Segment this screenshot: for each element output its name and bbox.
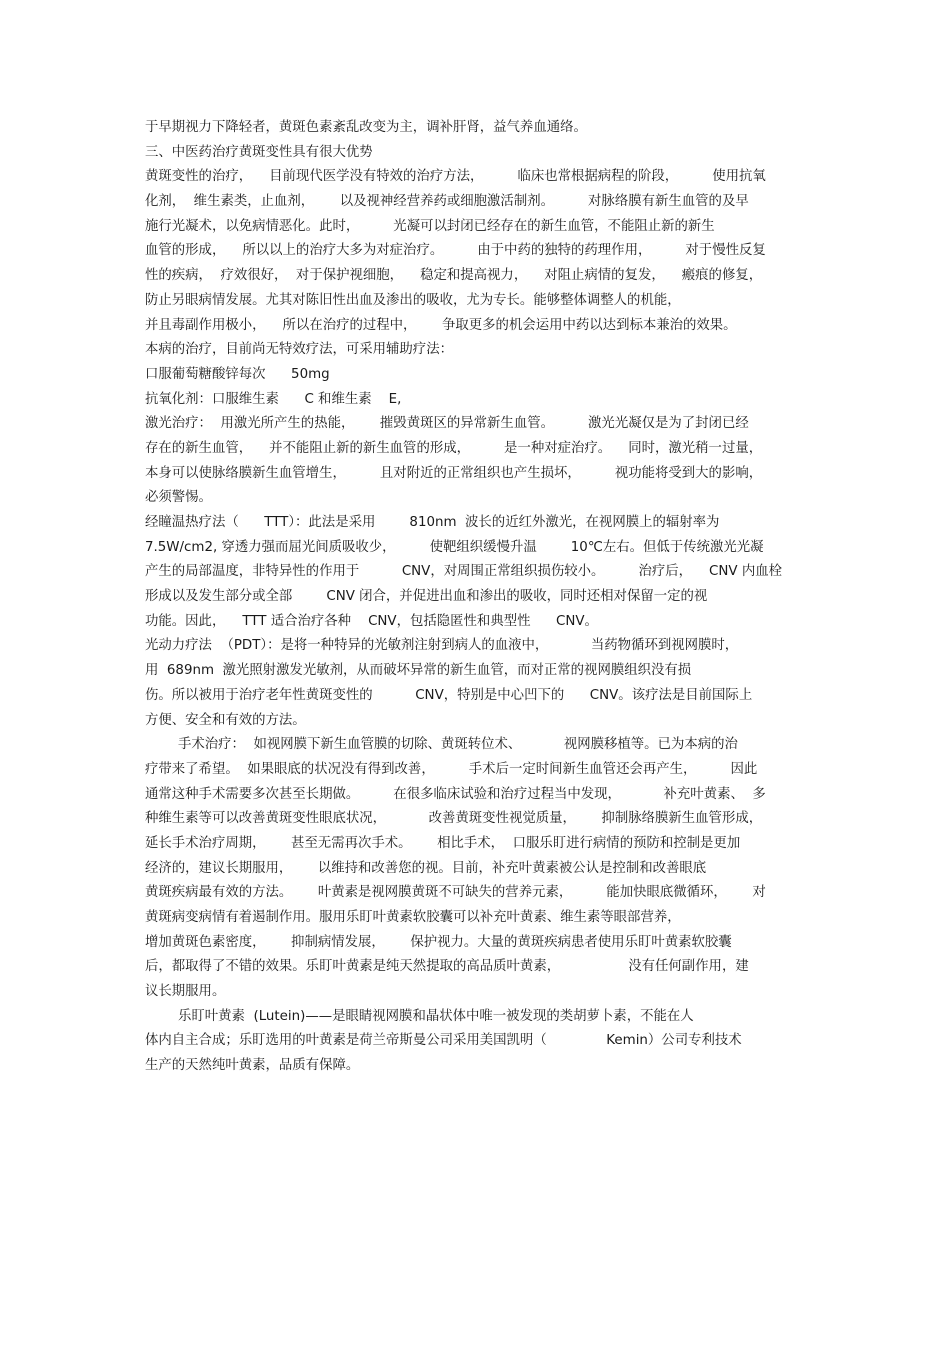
text-line: 通常这种手术需要多次甚至长期做。 在很多临床试验和治疗过程当中发现， 补充叶黄素、 多 [145,786,766,802]
text-line: 光动力疗法 （PDT）：是将一种特异的光敏剂注射到病人的血液中， 当药物循环到视网膜时， [145,638,739,654]
text-line: 后，都取得了不错的效果。乐盯叶黄素是纯天然提取的高品质叶黄素， 没有任何副作用，建 [145,959,749,975]
text-line: 延长手术治疗周期， 甚至无需再次手术。 相比手术， 口服乐盯进行病情的预防和控制是更加 [145,835,741,851]
text-line: 三、中医药治疗黄斑变性具有很大优势 [145,144,373,160]
text-line: 体内自主合成；乐盯选用的叶黄素是荷兰帝斯曼公司采用美国凯明（ Kemin）公司专利技术 [145,1033,742,1049]
text-line: 功能。因此， TTT 适合治疗各种 CNV，包括隐匿性和典型性 CNV。 [145,613,598,629]
text-line: 伤。所以被用于治疗老年性黄斑变性的 CNV，特别是中心凹下的 CNV。该疗法是目前国际上 [145,687,753,703]
text-line: 种维生素等可以改善黄斑变性眼底状况， 改善黄斑变性视觉质量， 抑制脉络膜新生血管形成， [145,811,763,827]
text-line: 方便、安全和有效的方法。 [145,712,306,728]
text-line: 施行光凝术，以免病情恶化。此时， 光凝可以封闭已经存在的新生血管，不能阻止新的新生 [145,218,715,234]
text-line: 用 689nm 激光照射激发光敏剂，从而破坏异常的新生血管，而对正常的视网膜组织没有损 [145,663,692,679]
text-line: 防止另眼病情发展。尤其对陈旧性出血及渗出的吸收，尤为专长。能够整体调整人的机能， [145,292,681,308]
text-line: 血管的形成， 所以以上的治疗大多为对症治疗。 由于中药的独特的药理作用， 对于慢性反复 [145,243,766,259]
text-line: 增加黄斑色素密度， 抑制病情发展， 保护视力。大量的黄斑疾病患者使用乐盯叶黄素软胶囊 [145,934,732,950]
text-line: 口服葡萄糖酸锌每次 50mg [145,366,330,382]
text-line: 疗带来了希望。 如果眼底的状况没有得到改善， 手术后一定时间新生血管还会再产生， 因此 [145,761,758,777]
text-line: 产生的局部温度，非特异性的作用于 CNV，对周围正常组织损伤较小。 治疗后， CNV 内血栓 [145,564,783,580]
text-line: 7.5W/cm2, 穿透力强而屈光间质吸收少， 使靶组织缓慢升温 10℃左右。但低于传统激光光凝 [145,539,764,555]
text-line: 生产的天然纯叶黄素，品质有保障。 [145,1058,360,1074]
text-line: 激光治疗： 用激光所产生的热能， 摧毁黄斑区的异常新生血管。 激光光凝仅是为了封闭已经 [145,416,749,432]
text-line: 本病的治疗，目前尚无特效疗法，可采用辅助疗法： [145,342,453,358]
document-body [145,116,810,1079]
text-line: 存在的新生血管， 并不能阻止新的新生血管的形成， 是一种对症治疗。 同时，激光稍一过量， [145,440,763,456]
text-line: 本身可以使脉络膜新生血管增生， 且对附近的正常组织也产生损坏， 视功能将受到大的影响， [145,465,763,481]
text-line: 经瞳温热疗法（ TTT）：此法是采用 810nm 波长的近红外激光，在视网膜上的辐射率为 [145,515,720,530]
text-line: 黄斑病变病情有着遏制作用。服用乐盯叶黄素软胶囊可以补充叶黄素、维生素等眼部营养， [145,910,681,925]
text-line: 手术治疗： 如视网膜下新生血管膜的切除、黄斑转位术、 视网膜移植等。已为本病的治 [178,737,738,753]
text-line: 乐盯叶黄素 (Lutein)——是眼睛视网膜和晶状体中唯一被发现的类胡萝卜素，不能在人 [178,1008,694,1024]
text-line: 于早期视力下降轻者，黄斑色素紊乱改变为主，调补肝肾，益气养血通络。 [145,120,587,135]
text-line: 并且毒副作用极小， 所以在治疗的过程中， 争取更多的机会运用中药以达到标本兼治的效果。 [145,317,737,333]
text-line: 形成以及发生部分或全部 CNV 闭合，并促进出血和渗出的吸收，同时还相对保留一定的视 [145,589,708,605]
text-line: 抗氧化剂：口服维生素 C 和维生素 E, [145,391,402,407]
text-line: 经济的，建议长期服用， 以维持和改善您的视。目前，补充叶黄素被公认是控制和改善眼底 [145,860,707,876]
text-line: 黄斑变性的治疗， 目前现代医学没有特效的治疗方法， 临床也常根据病程的阶段， 使用抗氧 [145,169,766,185]
text-line: 性的疾病， 疗效很好， 对于保护视细胞， 稳定和提高视力， 对阻止病情的复发， 瘢痕的修复， [145,268,763,284]
text-line: 化剂， 维生素类，止血剂， 以及视神经营养药或细胞激活制剂。 对脉络膜有新生血管的及早 [145,194,749,210]
text-line: 议长期服用。 [145,984,226,1000]
text-line: 必须警惕。 [145,490,212,506]
text-line: 黄斑疾病最有效的方法。 叶黄素是视网膜黄斑不可缺失的营养元素， 能加快眼底微循环， 对 [145,885,766,901]
